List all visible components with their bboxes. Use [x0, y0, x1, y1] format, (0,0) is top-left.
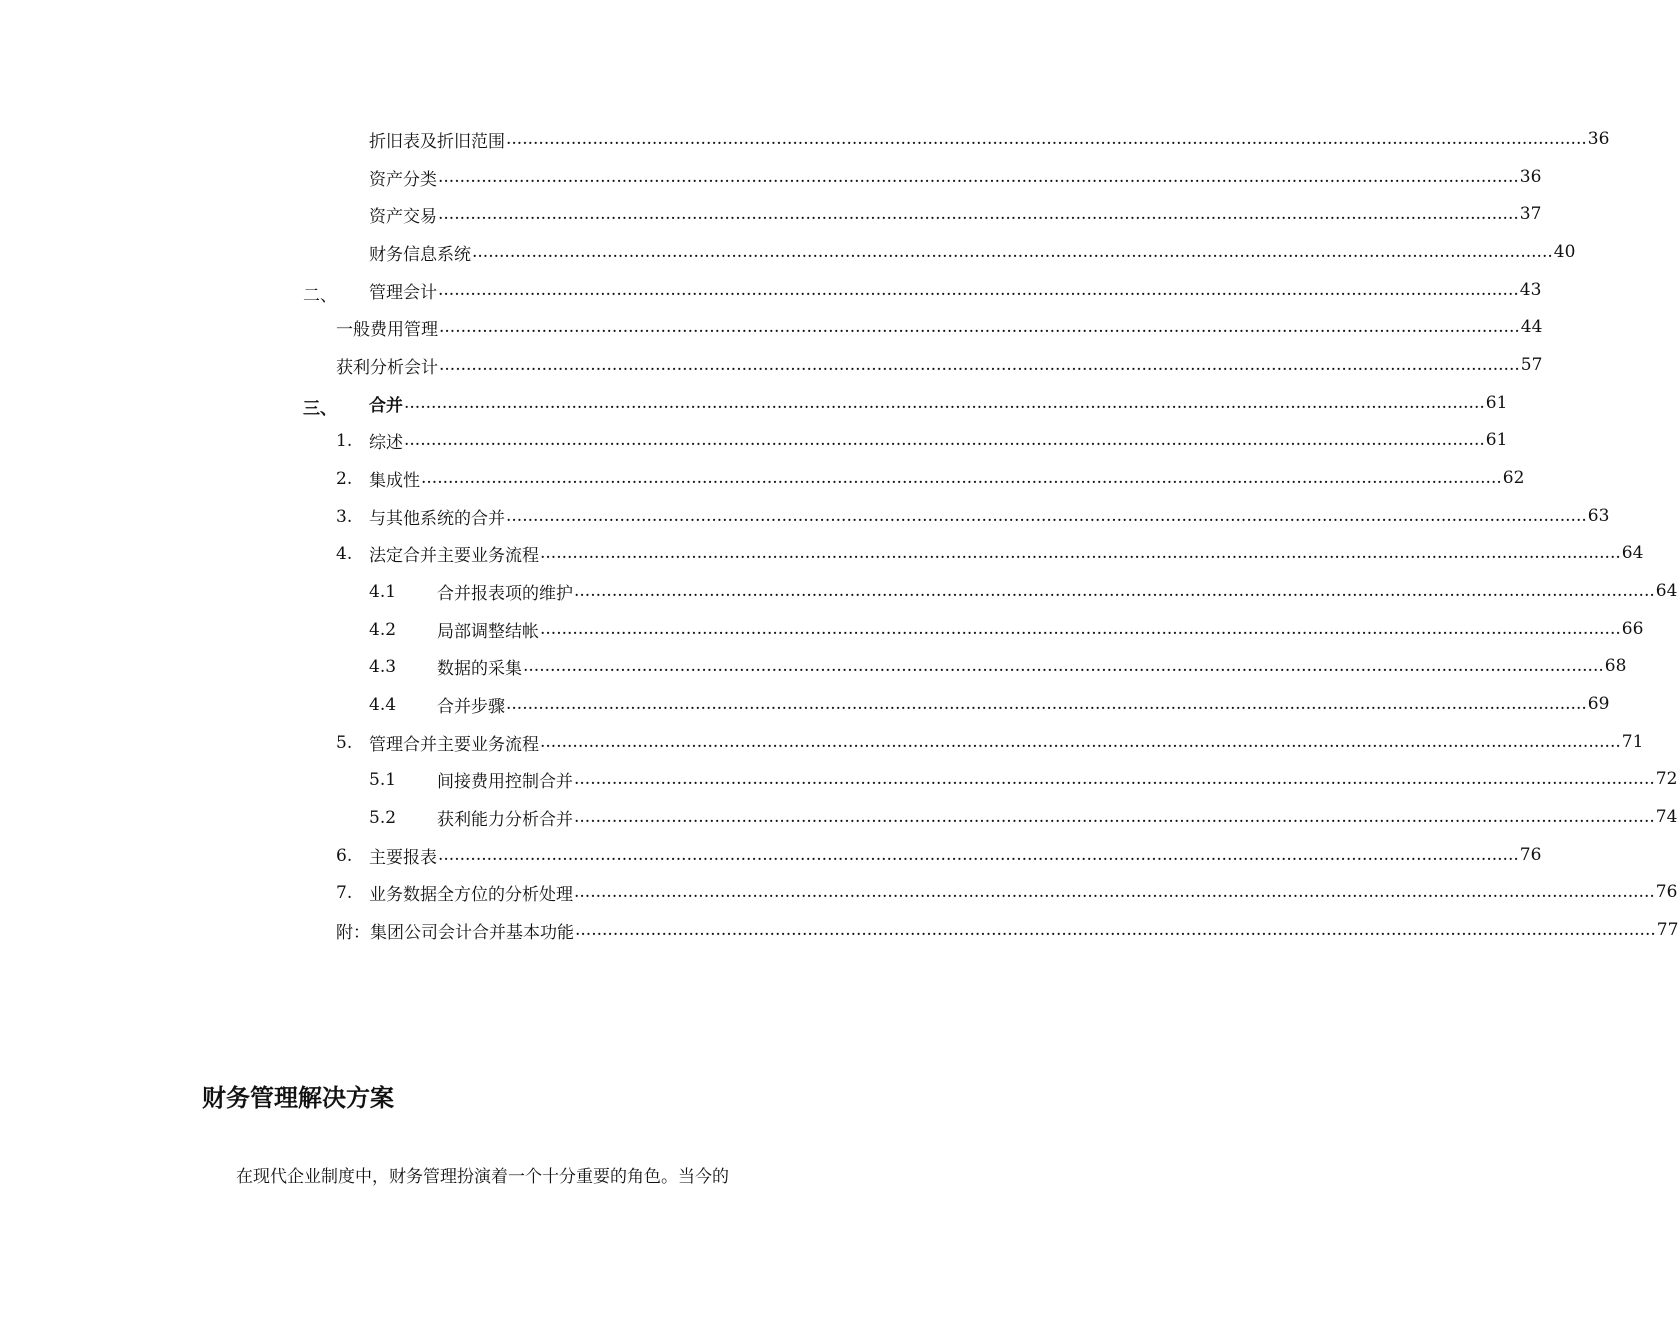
toc-entry-label: 合并报表项的维护	[437, 583, 573, 604]
toc-subitem-number: 5.2	[369, 808, 397, 828]
toc-entry[interactable]	[369, 272, 1542, 308]
toc-subitem-number: 4.4	[369, 695, 397, 715]
toc-page-number: 44	[1520, 317, 1543, 337]
toc-entry[interactable]	[369, 422, 1508, 458]
toc-page-number: 57	[1520, 355, 1543, 375]
toc-subitem-number: 4.3	[369, 657, 397, 677]
toc-leader-dots: ........................................................................................................................................................................................................	[506, 694, 1587, 714]
toc-leader-dots: ........................................................................................................................................................................................................	[574, 882, 1655, 902]
toc-leader-dots: ........................................................................................................................................................................................................	[540, 619, 1621, 639]
toc-entry[interactable]	[369, 724, 1644, 760]
toc-entry[interactable]	[369, 498, 1610, 534]
toc-entry[interactable]	[437, 648, 1627, 684]
toc-page-number: 64	[1655, 581, 1678, 601]
toc-page-number: 36	[1587, 129, 1610, 149]
toc-entry[interactable]	[369, 535, 1644, 571]
toc-entry[interactable]	[336, 347, 1543, 383]
toc-leader-dots: ........................................................................................................................................................................................................	[523, 656, 1604, 676]
toc-entry-label: 数据的采集	[437, 658, 522, 679]
toc-page-number: 61	[1485, 393, 1508, 413]
toc-entry-label: 折旧表及折旧范围	[369, 131, 505, 152]
toc-leader-dots: ........................................................................................................................................................................................................	[540, 732, 1621, 752]
toc-section-number: 二、	[303, 286, 337, 306]
section-heading: 财务管理解决方案	[202, 1084, 394, 1112]
toc-subitem-number: 5.1	[369, 770, 397, 790]
toc-entry-label: 业务数据全方位的分析处理	[369, 884, 573, 905]
toc-leader-dots: ........................................................................................................................................................................................................	[574, 769, 1655, 789]
toc-entry-label: 获利分析会计	[336, 357, 438, 378]
toc-entry-label: 附：集团公司会计合并基本功能	[336, 922, 574, 943]
toc-page-number: 69	[1587, 694, 1610, 714]
toc-entry[interactable]	[336, 912, 1678, 948]
toc-item-number: 4.	[336, 544, 353, 564]
toc-page-number: 36	[1519, 167, 1542, 187]
toc-leader-dots: ........................................................................................................................................................................................................	[404, 430, 1485, 450]
toc-entry[interactable]	[336, 309, 1543, 345]
toc-entry-label: 合并步骤	[437, 696, 505, 717]
toc-entry-label: 管理会计	[369, 282, 437, 303]
toc-leader-dots: ........................................................................................................................................................................................................	[439, 355, 1520, 375]
toc-page-number: 74	[1655, 807, 1678, 827]
toc-entry[interactable]	[437, 761, 1678, 797]
toc-entry[interactable]	[437, 799, 1678, 835]
toc-leader-dots: ........................................................................................................................................................................................................	[506, 506, 1587, 526]
toc-entry-label: 局部调整结帐	[437, 621, 539, 642]
toc-entry[interactable]	[437, 611, 1644, 647]
toc-page-number: 61	[1485, 430, 1508, 450]
toc-entry-label: 间接费用控制合并	[437, 771, 573, 792]
toc-leader-dots: ........................................................................................................................................................................................................	[438, 280, 1519, 300]
toc-page-number: 66	[1621, 619, 1644, 639]
toc-entry[interactable]	[369, 121, 1610, 157]
toc-page-number: 37	[1519, 204, 1542, 224]
toc-entry-label: 综述	[369, 432, 403, 453]
toc-leader-dots: ........................................................................................................................................................................................................	[506, 129, 1587, 149]
toc-page-number: 40	[1553, 242, 1576, 262]
toc-entry-label: 财务信息系统	[369, 244, 471, 265]
body-paragraph: 在现代企业制度中，财务管理扮演着一个十分重要的角色。当今的	[236, 1167, 729, 1187]
toc-entry[interactable]	[369, 460, 1525, 496]
toc-entry[interactable]	[369, 385, 1508, 421]
toc-leader-dots: ........................................................................................................................................................................................................	[404, 393, 1485, 413]
toc-page-number: 64	[1621, 543, 1644, 563]
toc-entry[interactable]	[369, 874, 1678, 910]
toc-item-number: 1.	[336, 431, 353, 451]
toc-leader-dots: ........................................................................................................................................................................................................	[540, 543, 1621, 563]
toc-page-number: 68	[1604, 656, 1627, 676]
toc-leader-dots: ........................................................................................................................................................................................................	[575, 920, 1656, 940]
toc-entry-label: 一般费用管理	[336, 319, 438, 340]
toc-entry[interactable]	[437, 573, 1678, 609]
toc-leader-dots: ........................................................................................................................................................................................................	[421, 468, 1502, 488]
toc-entry-label: 资产分类	[369, 169, 437, 190]
toc-item-number: 6.	[336, 846, 353, 866]
toc-page-number: 62	[1502, 468, 1525, 488]
toc-page-number: 76	[1519, 845, 1542, 865]
toc-entry-label: 资产交易	[369, 206, 437, 227]
toc-leader-dots: ........................................................................................................................................................................................................	[438, 204, 1519, 224]
toc-leader-dots: ........................................................................................................................................................................................................	[438, 845, 1519, 865]
toc-item-number: 7.	[336, 883, 353, 903]
toc-subitem-number: 4.2	[369, 620, 397, 640]
toc-page-number: 63	[1587, 506, 1610, 526]
toc-entry[interactable]	[369, 159, 1542, 195]
toc-entry-label: 合并	[369, 395, 403, 416]
toc-leader-dots: ........................................................................................................................................................................................................	[574, 581, 1655, 601]
toc-leader-dots: ........................................................................................................................................................................................................	[574, 807, 1655, 827]
toc-entry-label: 法定合并主要业务流程	[369, 545, 539, 566]
toc-entry[interactable]	[369, 196, 1542, 232]
toc-entry[interactable]	[369, 234, 1576, 270]
toc-entry[interactable]	[437, 686, 1610, 722]
toc-entry-label: 管理合并主要业务流程	[369, 734, 539, 755]
toc-entry[interactable]	[369, 837, 1542, 873]
toc-subitem-number: 4.1	[369, 582, 397, 602]
toc-entry-label: 获利能力分析合并	[437, 809, 573, 830]
toc-page-number: 72	[1655, 769, 1678, 789]
toc-section-number: 三、	[303, 399, 337, 419]
toc-page-number: 76	[1655, 882, 1678, 902]
toc-entry-label: 主要报表	[369, 847, 437, 868]
toc-page-number: 71	[1621, 732, 1644, 752]
toc-item-number: 3.	[336, 507, 353, 527]
toc-leader-dots: ........................................................................................................................................................................................................	[439, 317, 1520, 337]
toc-page-number: 43	[1519, 280, 1542, 300]
toc-item-number: 2.	[336, 469, 353, 489]
toc-leader-dots: ........................................................................................................................................................................................................	[438, 167, 1519, 187]
toc-page-number: 77	[1656, 920, 1678, 940]
toc-item-number: 5.	[336, 733, 353, 753]
toc-entry-label: 集成性	[369, 470, 420, 491]
toc-entry-label: 与其他系统的合并	[369, 508, 505, 529]
toc-leader-dots: ........................................................................................................................................................................................................	[472, 242, 1553, 262]
